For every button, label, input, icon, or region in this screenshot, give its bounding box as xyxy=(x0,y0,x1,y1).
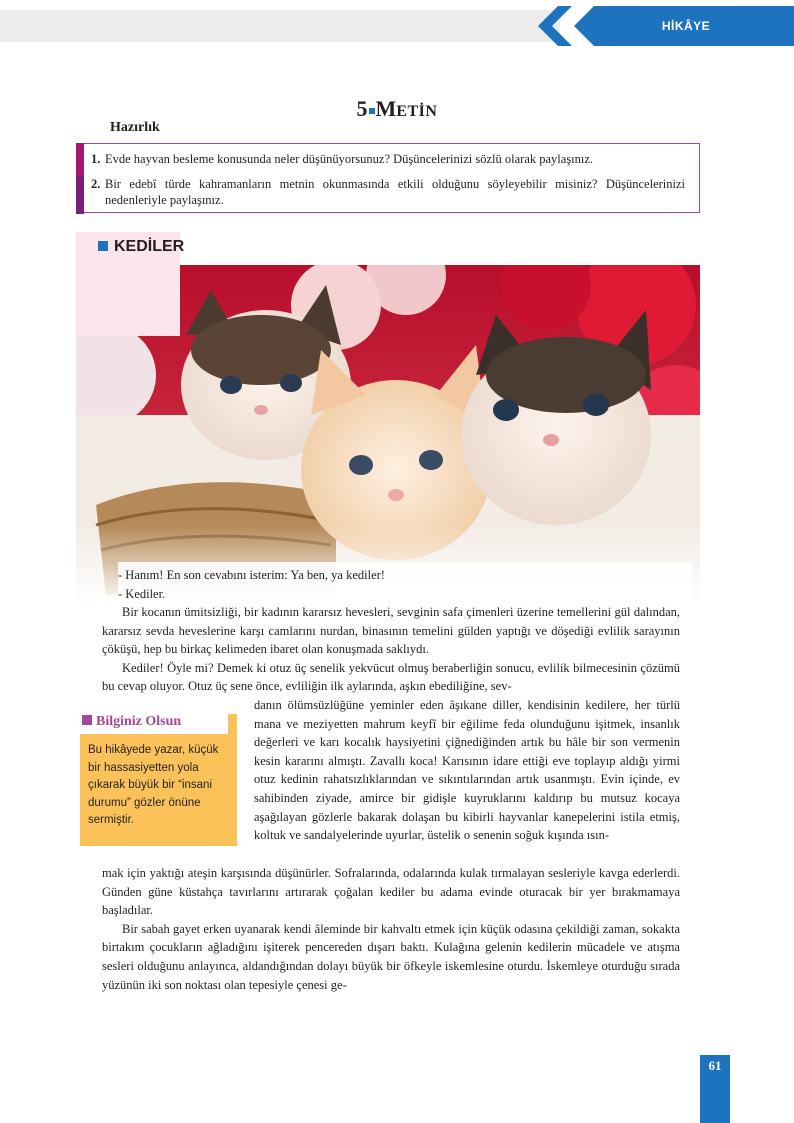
story-heading xyxy=(98,238,184,256)
story-body-wrap xyxy=(254,696,680,845)
title-first-letter: M xyxy=(375,96,397,121)
paragraph: Bir sabah gayet erken uyanarak kendi âleminde bir kahvaltı etmek için küçük odasına çekildiği zaman, sokakta birtakım çocukların ağladığını işiterek pencereden dışarı baktı. Kulağına gelenin kedilerin mücadele ve atışma sesleri olduğunu anlayınca, aldandığından dolayı büyük bir öfkeyle iskemlesine oturdu. İskemleye oturduğu sırada yüzünün iki son noktası olan tepesiyle çenesi ge- xyxy=(102,921,680,992)
title-number: 5 xyxy=(356,96,368,121)
dialog-line: - Hanım! En son cevabını isterim: Ya ben, ya kediler! xyxy=(118,568,385,582)
title-square-icon xyxy=(369,108,375,114)
paragraph: Bir kocanın ümitsizliği, bir kadının kararsız hevesleri, sevginin safa çimenleri üzerine temellerini gül dalından, kararsız sevda heveslerine karşı camlarını nurdan, binasının temelini gülden yaptığı ve döşediği evlilik sarayının çöküşü, hep bu birkaç kelimeden ibaret olan konuşmada saklıydı. xyxy=(102,605,680,657)
story-heading-text: KEDİLER xyxy=(114,238,185,255)
page-title xyxy=(0,96,794,122)
story-body-top xyxy=(102,603,680,696)
heading-square-icon xyxy=(98,241,108,251)
section-tag-label: HİKÂYE xyxy=(661,19,711,33)
preparation-box xyxy=(76,143,700,213)
note-square-icon xyxy=(82,715,92,725)
box-accent-bar xyxy=(76,143,84,177)
question-item xyxy=(91,151,685,167)
paragraph: danın ölümsüzlüğüne yeminler eden âşıkane diller, kendisinin kedilere, her türlü mana ve meziyetten mahrum keyfî bir eğilime feda olunduğunu işitmek, insanlık değerleri ve karı kocalık haysiyetini çiğnediğinden artık bu hâle bir son vermenin kesin kararını almıştı. Zavallı koca! Karısının idare ettiği eve toplayıp aldığı yirmi otuz kedinin rahatsızlıklarından ve sıkıntılarından artık usanmıştı. Evin içinde, ev sahibinden ziyade, amirce bir gidişle kuyruklarını kaldırıp bu mutsuz kocaya aşağılayan gözlerle bakarak dolaşan bu kibirli hayvanlar kanepelerini istila etmiş, koltuk ve sandalyelerinde uyurlar, üstelik o senenin soğuk kışında ısın- xyxy=(254,698,680,843)
dialog-lines xyxy=(118,566,692,603)
dialog-line: - Kediler. xyxy=(118,586,166,601)
question-text: Bir edebî türde kahramanların metnin okunmasında etkili olduğunu söyleyebilir misiniz? Düşüncelerinizi nedenleriyle paylaşınız. xyxy=(105,177,685,207)
question-number: 2. xyxy=(91,177,101,191)
question-text: Evde hayvan besleme konusunda neler düşünüyorsunuz? Düşüncelerinizi sözlü olarak paylaşınız. xyxy=(105,152,594,166)
section-tag xyxy=(538,6,794,46)
info-note-header xyxy=(76,712,228,734)
title-rest: ETİN xyxy=(396,103,438,120)
header-bar xyxy=(0,10,560,42)
info-note-title: Bilginiz Olsun xyxy=(96,714,182,729)
question-number: 1. xyxy=(91,152,101,166)
box-accent-bar xyxy=(76,177,84,214)
info-note-text: Bu hikâyede yazar, küçük bir hassasiyetten yola çıkarak büyük bir “insani durumu” gözler önüne sermiştir. xyxy=(88,744,219,826)
preparation-label: Hazırlık xyxy=(110,120,160,135)
paragraph: mak için yaktığı ateşin karşısında düşünürler. Sofralarında, odalarında kulak tırmalayan sesleriyle kavga ederlerdi. Günden güne küstahça tavırlarını artırarak çoğalan kediler bu adama evinde oturacak bir yer bırakmamaya başladılar. xyxy=(102,866,680,918)
story-body-bottom xyxy=(102,864,680,994)
page-number: 61 xyxy=(708,1058,722,1073)
question-item xyxy=(91,176,685,208)
paragraph: Kediler! Öyle mi? Demek ki otuz üç senelik yekvücut olmuş beraberliğin sonucu, evlilik bilmecesinin çözümü bu cevap oluyor. Otuz üç sene önce, evliliğin ilk aylarında, aşkın ebediliğine, sev- xyxy=(102,660,680,694)
